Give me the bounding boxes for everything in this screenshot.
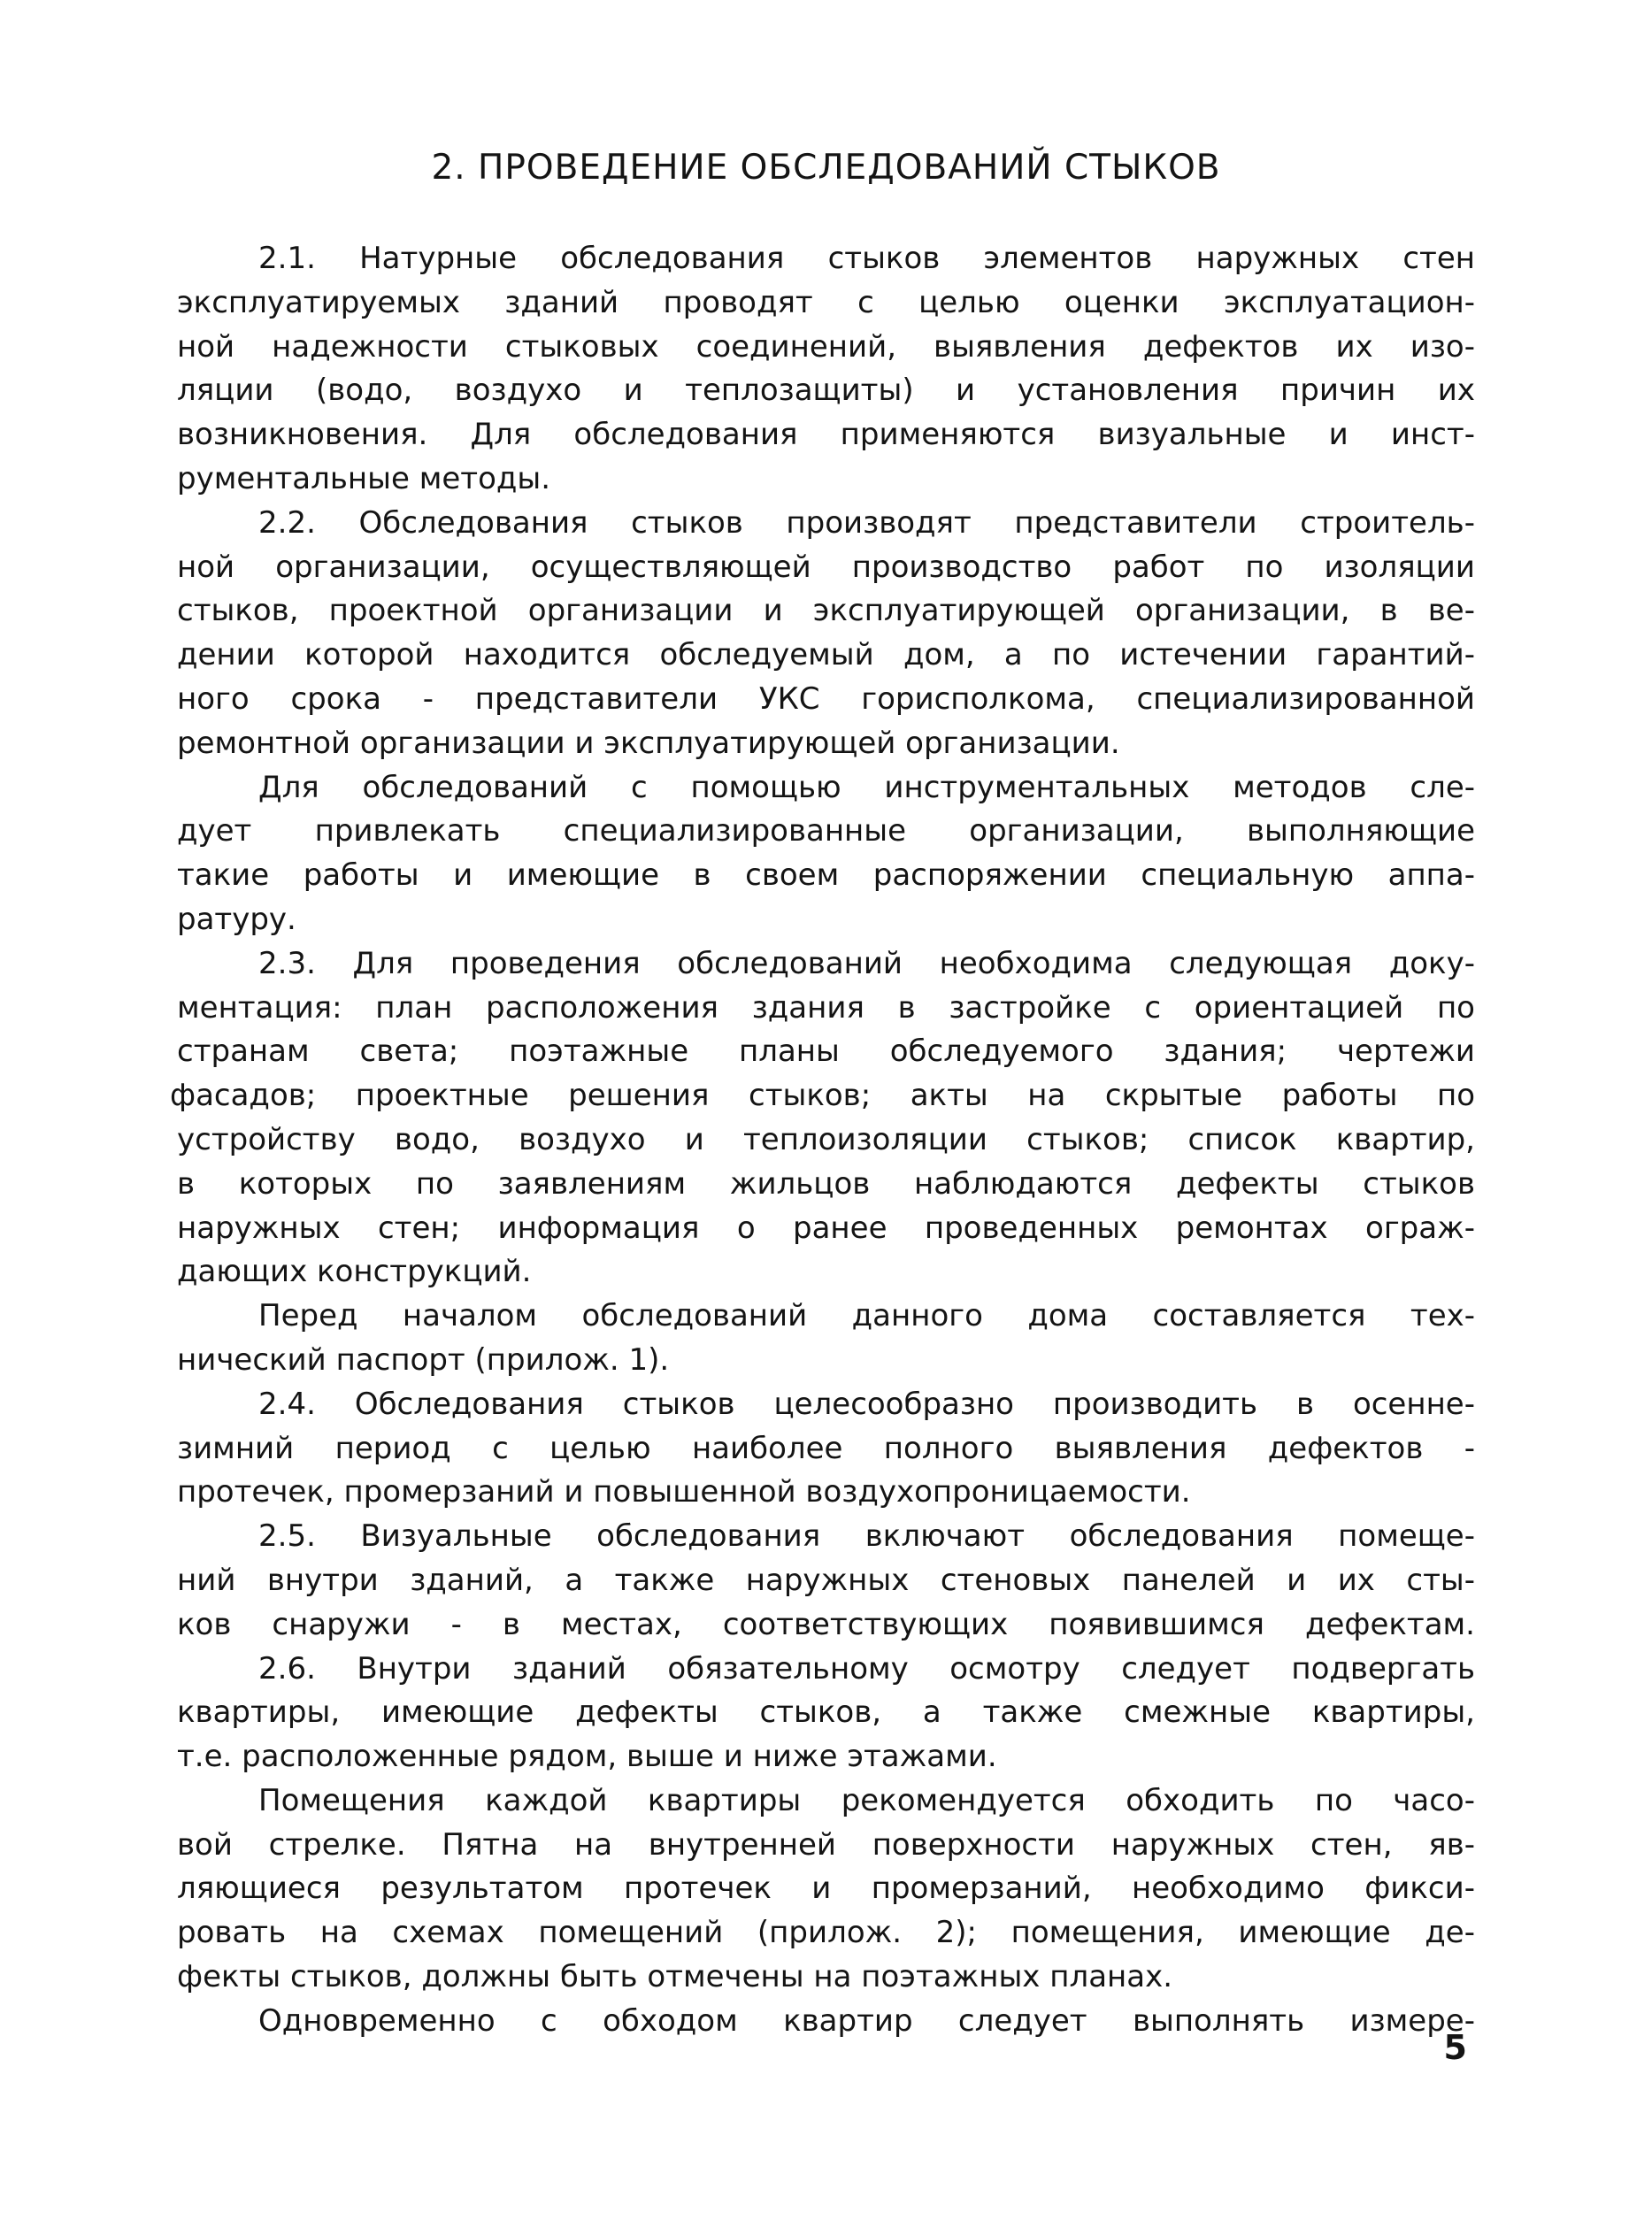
text-line: дении которой находится обследуемый дом, а по истечении гарантий- xyxy=(177,637,1475,673)
text-line: такие работы и имеющие в своем распоряжении специальную аппа- xyxy=(177,857,1475,894)
text-line: ремонтной организации и эксплуатирующей организации. xyxy=(177,725,1120,761)
text-line: Для обследований с помощью инструментальных методов сле- xyxy=(258,769,1475,805)
text-line: ляющиеся результатом протечек и промерзаний, необходимо фикси- xyxy=(177,1871,1475,1907)
text-line: нический паспорт (прилож. 1). xyxy=(177,1341,670,1378)
section-title: 2. ПРОВЕДЕНИЕ ОБСЛЕДОВАНИЙ СТЫКОВ xyxy=(431,148,1221,188)
text-line: возникновения. Для обследования применяются визуальные и инст- xyxy=(177,417,1475,453)
text-line: Помещения каждой квартиры рекомендуется обходить по часо- xyxy=(258,1782,1475,1818)
text-line: ровать на схемах помещений (прилож. 2); помещения, имеющие де- xyxy=(177,1915,1475,1951)
text-line: Одновременно с обходом квартир следует выполнять измере- xyxy=(258,2002,1475,2039)
text-line: стыков, проектной организации и эксплуатирующей организации, в ве- xyxy=(177,593,1475,629)
text-line: протечек, промерзаний и повышенной воздухопроницаемости. xyxy=(177,1474,1191,1510)
text-line: квартиры, имеющие дефекты стыков, а также смежные квартиры, xyxy=(177,1694,1475,1731)
text-line: странам света; поэтажные планы обследуемого здания; чертежи xyxy=(177,1033,1475,1070)
text-line: ний внутри зданий, а также наружных стеновых панелей и их сты- xyxy=(177,1562,1475,1598)
text-line: ков снаружи - в местах, соответствующих появившимся дефектам. xyxy=(177,1606,1475,1642)
text-line: фасадов; проектные решения стыков; акты на скрытые работы по xyxy=(170,1078,1475,1114)
text-line: 2.4. Обследования стыков целесообразно производить в осенне- xyxy=(258,1386,1475,1422)
text-line: Перед началом обследований данного дома составляется тех- xyxy=(258,1298,1475,1334)
text-line: 2.2. Обследования стыков производят представители строитель- xyxy=(258,504,1475,541)
page-number: 5 xyxy=(1443,2028,1467,2067)
section-body xyxy=(170,237,1475,2044)
text-line: ной надежности стыковых соединений, выявления дефектов их изо- xyxy=(177,328,1475,365)
text-line: 2.6. Внутри зданий обязательному осмотру следует подвергать xyxy=(258,1650,1475,1687)
text-line: дающих конструкций. xyxy=(177,1254,532,1290)
text-line: ляции (водо, воздухо и теплозащиты) и установления причин их xyxy=(177,373,1475,409)
text-line: наружных стен; информация о ранее проведенных ремонтах ограж- xyxy=(177,1210,1475,1246)
text-line: ного срока - представители УКС горисполкома, специализированной xyxy=(177,680,1475,717)
text-line: ной организации, осуществляющей производство работ по изоляции xyxy=(177,549,1475,585)
text-line: вой стрелке. Пятна на внутренней поверхности наружных стен, яв- xyxy=(177,1826,1475,1863)
text-line: т.е. расположенные рядом, выше и ниже этажами. xyxy=(177,1739,997,1775)
text-line: ментация: план расположения здания в застройке с ориентацией по xyxy=(177,989,1475,1026)
text-line: 2.5. Визуальные обследования включают обследования помеще- xyxy=(258,1518,1475,1555)
text-line: 2.3. Для проведения обследований необходима следующая доку- xyxy=(258,945,1475,981)
text-line: фекты стыков, должны быть отмечены на поэтажных планах. xyxy=(177,1959,1173,1995)
text-line: зимний период с целью наиболее полного выявления дефектов - xyxy=(177,1430,1475,1466)
text-line: устройству водо, воздухо и теплоизоляции стыков; список квартир, xyxy=(177,1121,1475,1157)
text-line: эксплуатируемых зданий проводят с целью оценки эксплуатацион- xyxy=(177,284,1475,320)
text-line: 2.1. Натурные обследования стыков элементов наружных стен xyxy=(258,241,1475,276)
text-line: дует привлекать специализированные организации, выполняющие xyxy=(177,813,1475,849)
text-line: рументальные методы. xyxy=(177,460,551,496)
text-line: ратуру. xyxy=(177,901,296,937)
text-line: в которых по заявлениям жильцов наблюдаются дефекты стыков xyxy=(177,1165,1475,1202)
